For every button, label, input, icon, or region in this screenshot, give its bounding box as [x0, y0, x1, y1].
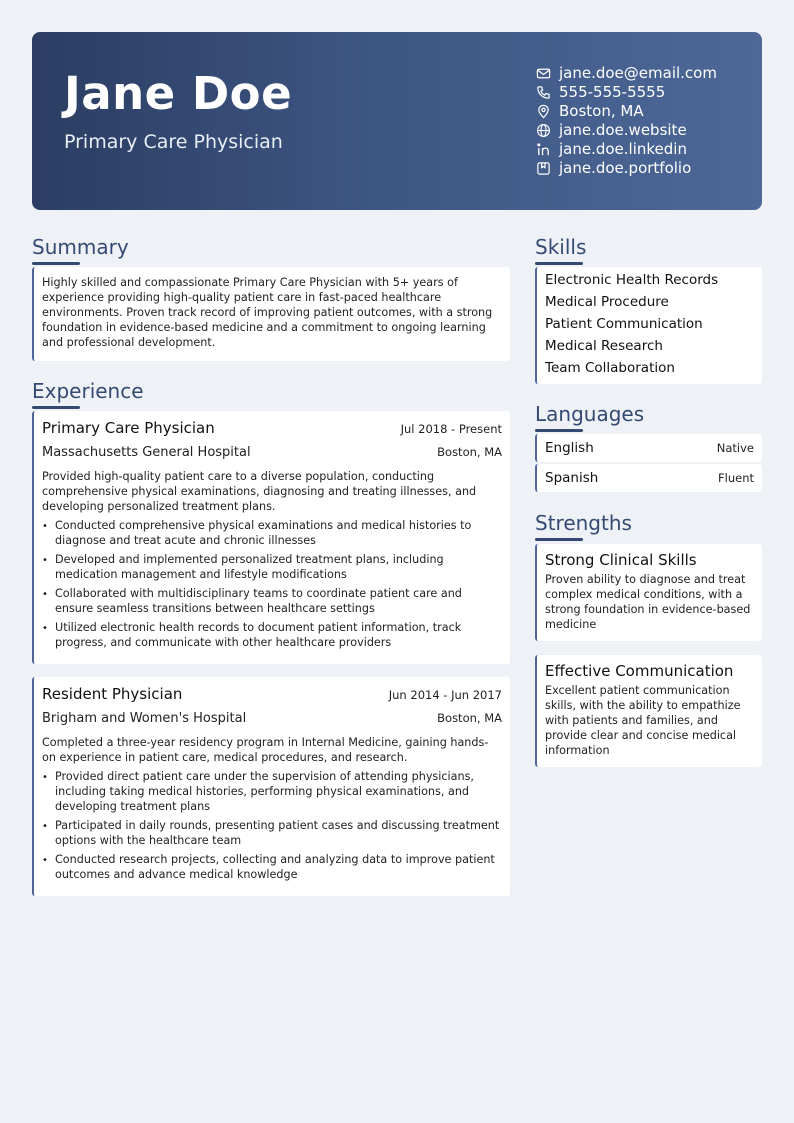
language-level: Fluent — [718, 471, 754, 485]
language-row — [535, 434, 762, 462]
job-title: Resident Physician — [42, 685, 183, 703]
language-row — [535, 464, 762, 492]
job-organization: Massachusetts General Hospital — [42, 445, 251, 460]
job-description: Completed a three-year residency program in Internal Medicine, gaining hands-on experience in patient care, medical procedures, and research. — [42, 736, 489, 764]
strength-description: Proven ability to diagnose and treat complex medical conditions, with a strong foundation in evidence-based medicine — [545, 573, 751, 631]
contact-linkedin[interactable]: jane.doe.linkedin — [535, 140, 717, 159]
summary-card — [32, 267, 510, 361]
job-location: Boston, MA — [437, 445, 502, 459]
contact-list — [535, 64, 717, 178]
list-item: • Developed and implemented personalized treatment plans, including medication management and lifestyle modifications — [42, 552, 502, 582]
skill-item: Medical Research — [545, 338, 663, 354]
location-icon — [535, 104, 551, 120]
skill-item: Team Collaboration — [545, 360, 675, 376]
experience-heading: Experience — [32, 379, 144, 403]
strength-card — [535, 655, 762, 767]
job-card — [32, 677, 510, 896]
list-item: • Participated in daily rounds, presenting patient cases and discussing treatment options with the healthcare team — [42, 818, 502, 848]
job-card — [32, 411, 510, 664]
list-item: • Utilized electronic health records to document patient information, track progress, and communicate with other healthcare providers — [42, 620, 502, 650]
job-dates: Jul 2018 - Present — [400, 422, 502, 436]
strength-title: Effective Communication — [545, 662, 734, 680]
language-name: English — [545, 440, 594, 456]
candidate-title: Primary Care Physician — [64, 131, 283, 153]
job-dates: Jun 2014 - Jun 2017 — [388, 688, 502, 702]
list-item: • Provided direct patient care under the supervision of attending physicians, including taking medical histories, performing physical examinations, and developing treatment plans — [42, 769, 502, 814]
skills-card — [535, 267, 762, 384]
contact-portfolio[interactable]: jane.doe.portfolio — [535, 159, 717, 178]
job-organization: Brigham and Women's Hospital — [42, 711, 247, 726]
summary-heading: Summary — [32, 235, 129, 259]
strength-title: Strong Clinical Skills — [545, 551, 697, 569]
list-item: • Conducted research projects, collecting and analyzing data to improve patient outcomes and advance medical knowledge — [42, 852, 502, 882]
skills-heading: Skills — [535, 235, 587, 259]
resume-header — [32, 32, 762, 210]
portfolio-icon — [535, 161, 551, 177]
job-bullets — [42, 518, 502, 650]
skill-item: Electronic Health Records — [545, 272, 719, 288]
job-description: Provided high-quality patient care to a diverse population, conducting comprehensive physical examinations, diagnosing and treating illnesses, and developing personalized treatment plans. — [42, 470, 477, 513]
summary-text: Highly skilled and compassionate Primary Care Physician with 5+ years of experience providing high-quality patient care in fast-paced healthcare environments. Proven track record of improving patient outcomes, with a strong foundation in evidence-based medicine and a commitment to ongoing learning and professional development. — [42, 276, 493, 349]
contact-email[interactable]: jane.doe@email.com — [535, 64, 717, 83]
list-item: • Collaborated with multidisciplinary teams to coordinate patient care and ensure seamless transitions between healthcare settings — [42, 586, 502, 616]
candidate-name: Jane Doe — [64, 67, 293, 120]
strength-card — [535, 544, 762, 641]
skill-item: Medical Procedure — [545, 294, 669, 310]
job-location: Boston, MA — [437, 711, 502, 725]
languages-heading: Languages — [535, 402, 645, 426]
contact-website[interactable]: jane.doe.website — [535, 121, 717, 140]
strength-description: Excellent patient communication skills, with the ability to empathize with patients and families, and provide clear and concise medical information — [545, 684, 741, 757]
language-name: Spanish — [545, 470, 599, 486]
skill-item: Patient Communication — [545, 316, 703, 332]
mail-icon — [535, 66, 551, 82]
linkedin-icon — [535, 142, 551, 158]
contact-location: Boston, MA — [535, 102, 717, 121]
contact-phone[interactable]: 555-555-5555 — [535, 83, 717, 102]
job-title: Primary Care Physician — [42, 419, 215, 437]
phone-icon — [535, 85, 551, 101]
list-item: • Conducted comprehensive physical examinations and medical histories to diagnose and treat acute and chronic illnesses — [42, 518, 502, 548]
globe-icon — [535, 123, 551, 139]
strengths-heading: Strengths — [535, 511, 632, 535]
language-level: Native — [716, 441, 754, 455]
job-bullets — [42, 769, 502, 882]
